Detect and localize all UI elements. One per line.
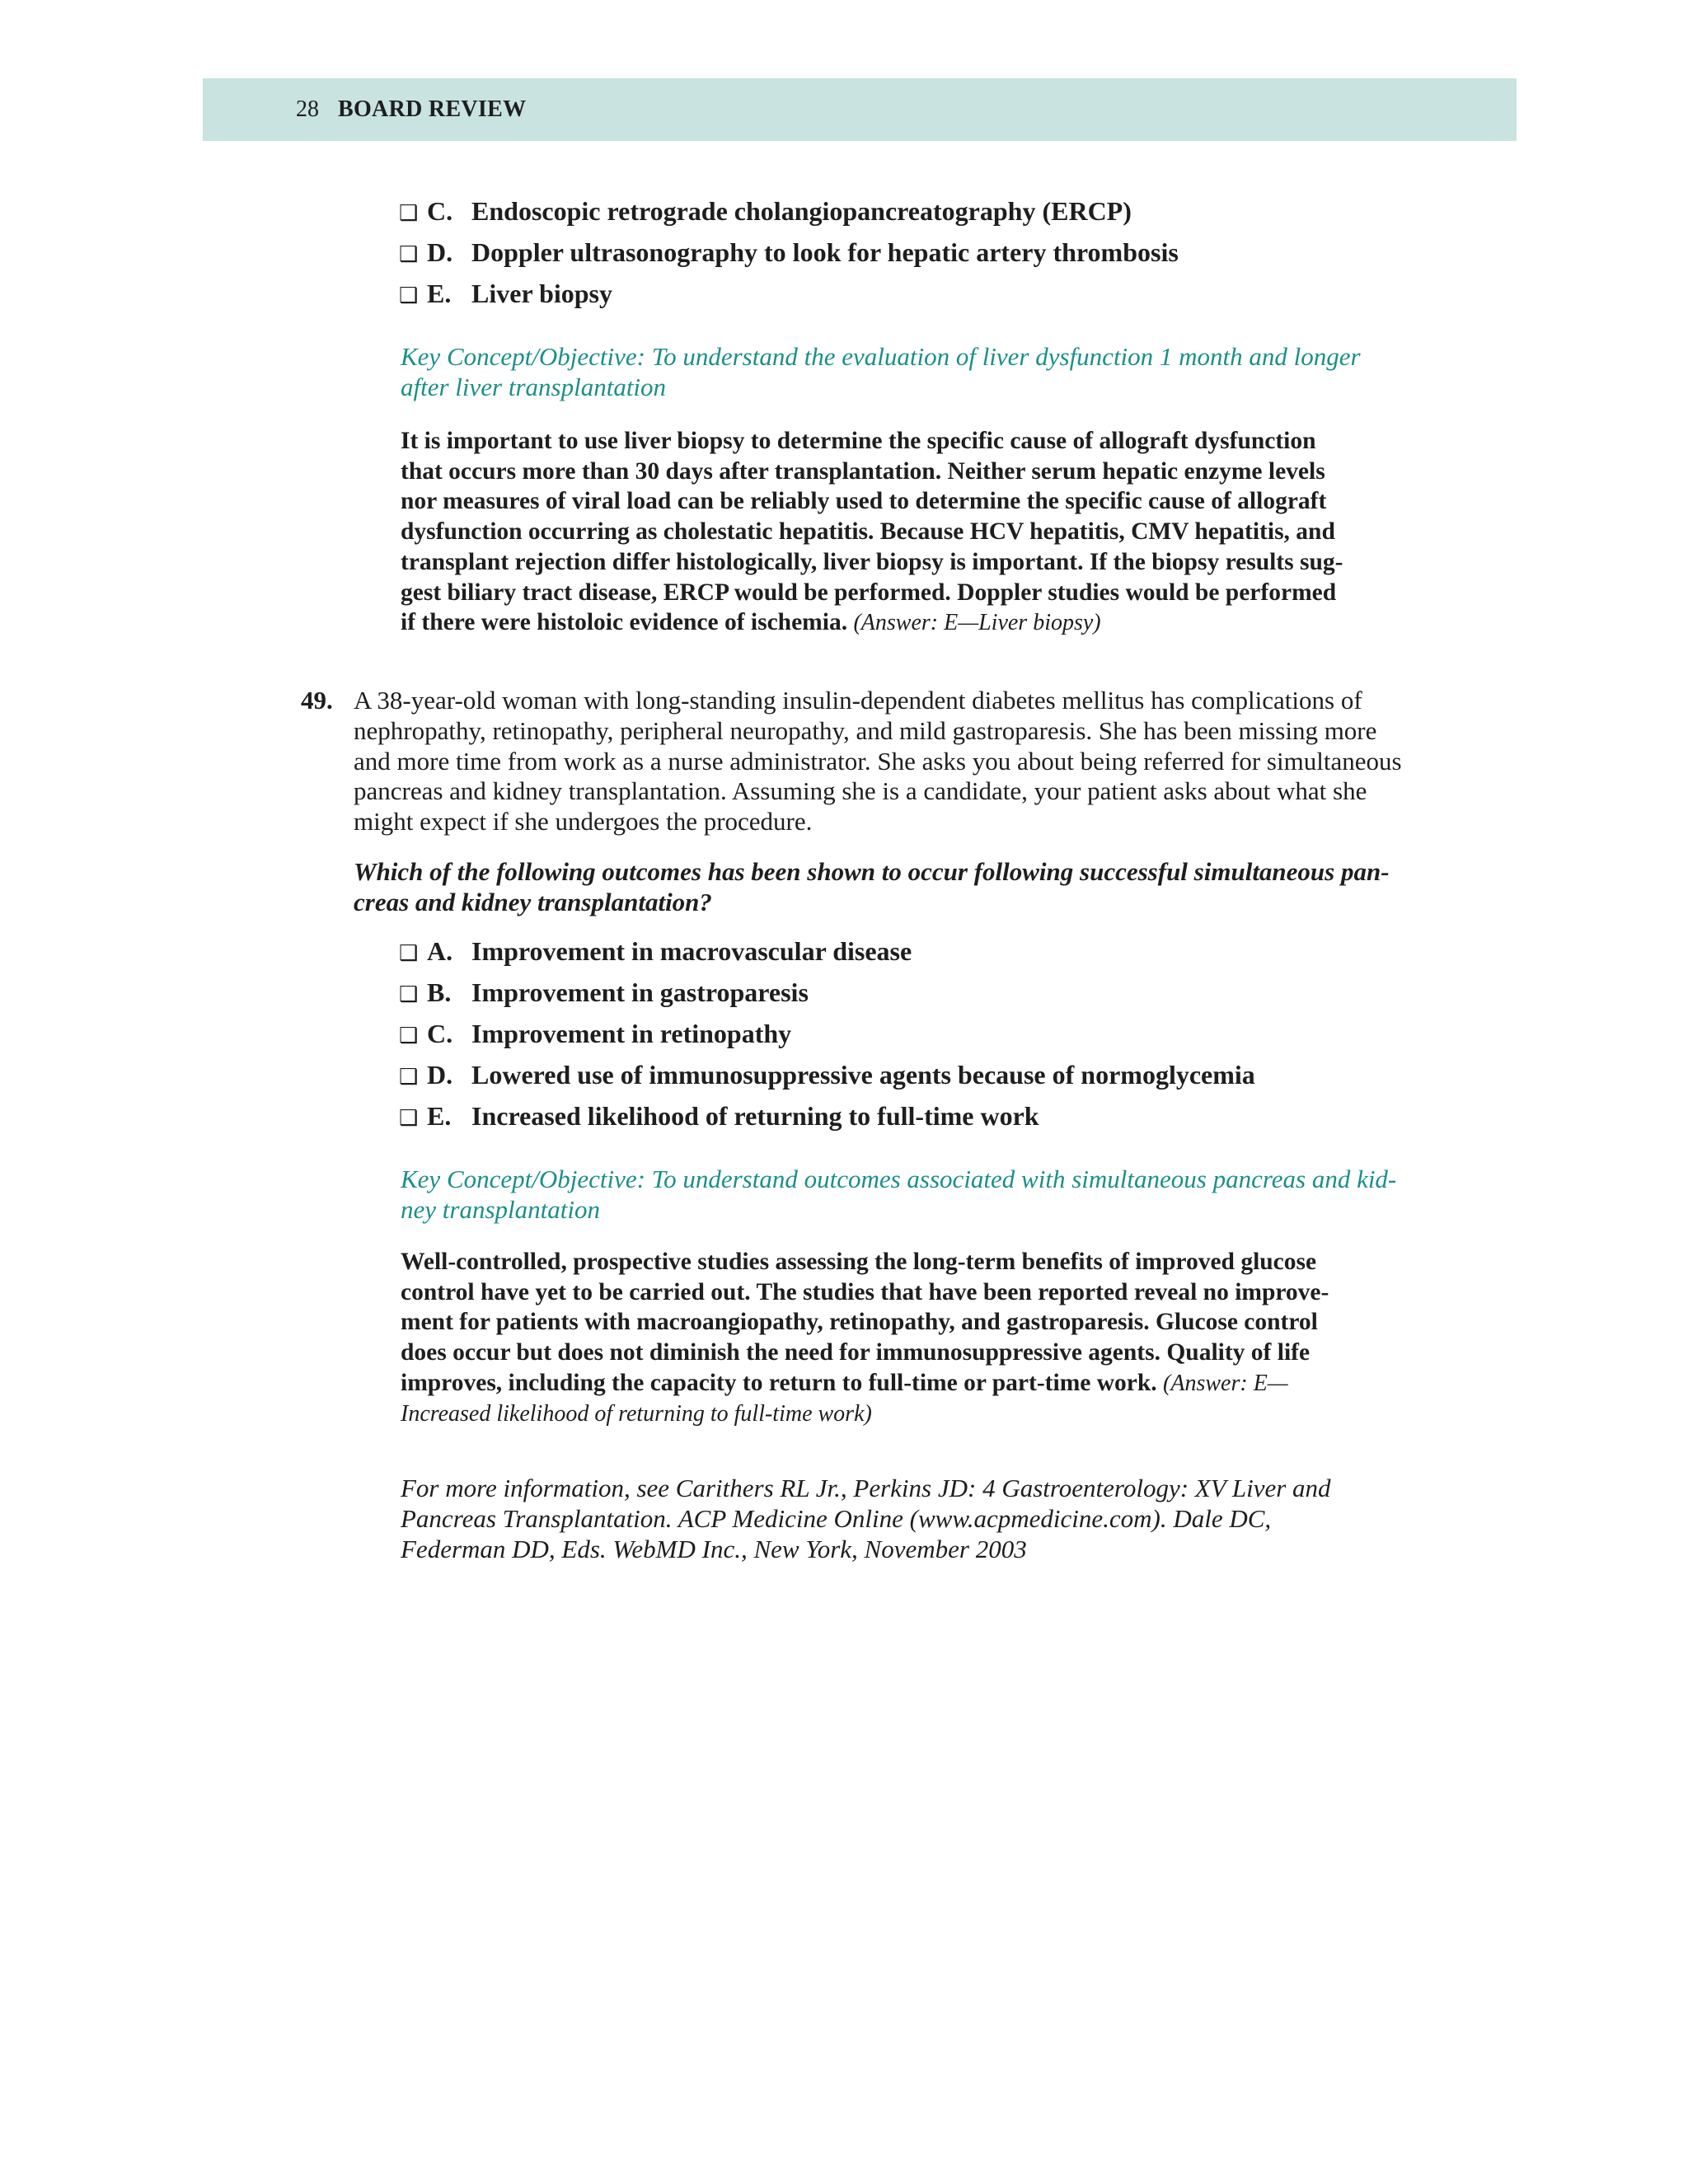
q48-option-e[interactable]: ❑ E. Liver biopsy	[399, 277, 612, 312]
q48-option-c[interactable]: ❑ C. Endoscopic retrograde cholangiopancreatography (ERCP)	[399, 194, 1132, 230]
checkbox-icon[interactable]: ❑	[399, 201, 419, 226]
question-number: 49.	[301, 686, 333, 715]
q48-option-d[interactable]: ❑ D. Doppler ultrasonography to look for hepatic artery thrombosis	[399, 236, 1179, 271]
checkbox-icon[interactable]: ❑	[399, 941, 419, 966]
q48-key-concept: Key Concept/Objective: To understand the evaluation of liver dysfunction 1 month and longer after liver transplantation	[401, 342, 1361, 401]
q49-option-e[interactable]: ❑ E. Increased likelihood of returning to full-time work	[399, 1099, 1039, 1135]
page-number: 28	[296, 96, 319, 122]
q49-option-d[interactable]: ❑ D. Lowered use of immunosuppressive agents because of normoglycemia	[399, 1058, 1255, 1094]
q49-explanation: Well-controlled, prospective studies assessing the long-term benefits of improved glucose control have yet to be carried out. The studies that have been reported reveal no improve- ment for patients with macroangiopathy, retinopathy, and gastroparesis. Glucose control does occur but does not diminish the need for immunosuppressive agents. Quality of life improves, including the capacity to return to full-time or part-time work. (Answer: E— Increased likelihood of returning to full-time work)	[401, 1249, 1329, 1427]
running-header	[203, 78, 1517, 141]
q49-option-b[interactable]: ❑ B. Improvement in gastroparesis	[399, 976, 809, 1011]
checkbox-icon[interactable]: ❑	[399, 1065, 419, 1090]
checkbox-icon[interactable]: ❑	[399, 1024, 419, 1048]
q49-option-a[interactable]: ❑ A. Improvement in macrovascular disease	[399, 935, 912, 970]
checkbox-icon[interactable]: ❑	[399, 284, 419, 308]
q49-lead-in: Which of the following outcomes has been shown to occur following successful simultaneous pan- creas and kidney transplantation?	[354, 857, 1390, 916]
q48-explanation: It is important to use liver biopsy to determine the specific cause of allograft dysfunction that occurs more than 30 days after transplantation. Neither serum hepatic enzyme levels nor measures of viral load can be reliably used to determine the specific cause of allograft dysfunction occurring as cholestatic hepatitis. Because HCV hepatitis, CMV hepatitis, and transplant rejection differ histologically, liver biopsy is important. If the biopsy results sug- gest biliary tract disease, ERCP would be performed. Doppler studies would be performed if there were histoloic evidence of ischemia. (Answer: E—Liver biopsy)	[401, 428, 1343, 636]
q48-answer: (Answer: E—Liver biopsy)	[853, 610, 1101, 636]
section-title: BOARD REVIEW	[338, 96, 527, 122]
checkbox-icon[interactable]: ❑	[399, 1106, 419, 1131]
q49-key-concept: Key Concept/Objective: To understand outcomes associated with simultaneous pancreas and kid- ney transplantation	[401, 1165, 1397, 1224]
checkbox-icon[interactable]: ❑	[399, 982, 419, 1007]
q49-answer: (Answer: E—	[1163, 1370, 1288, 1396]
checkbox-icon[interactable]: ❑	[399, 242, 419, 267]
q49-option-c[interactable]: ❑ C. Improvement in retinopathy	[399, 1017, 791, 1052]
reference-note: For more information, see Carithers RL Jr., Perkins JD: 4 Gastroenterology: XV Liver and Pancreas Transplantation. ACP Medicine Online (www.acpmedicine.com). Dale DC, Federman DD, Eds. WebMD Inc., New York, November 2003	[401, 1474, 1331, 1563]
header-text	[296, 78, 526, 141]
q49-stem: A 38-year-old woman with long-standing insulin-dependent diabetes mellitus has complications of nephropathy, retinopathy, peripheral neuropathy, and mild gastroparesis. She has been missing more and more time from work as a nurse administrator. She asks you about being referred for simultaneous pancreas and kidney transplantation. Assuming she is a candidate, your patient asks about what she might expect if she undergoes the procedure.	[354, 686, 1402, 837]
